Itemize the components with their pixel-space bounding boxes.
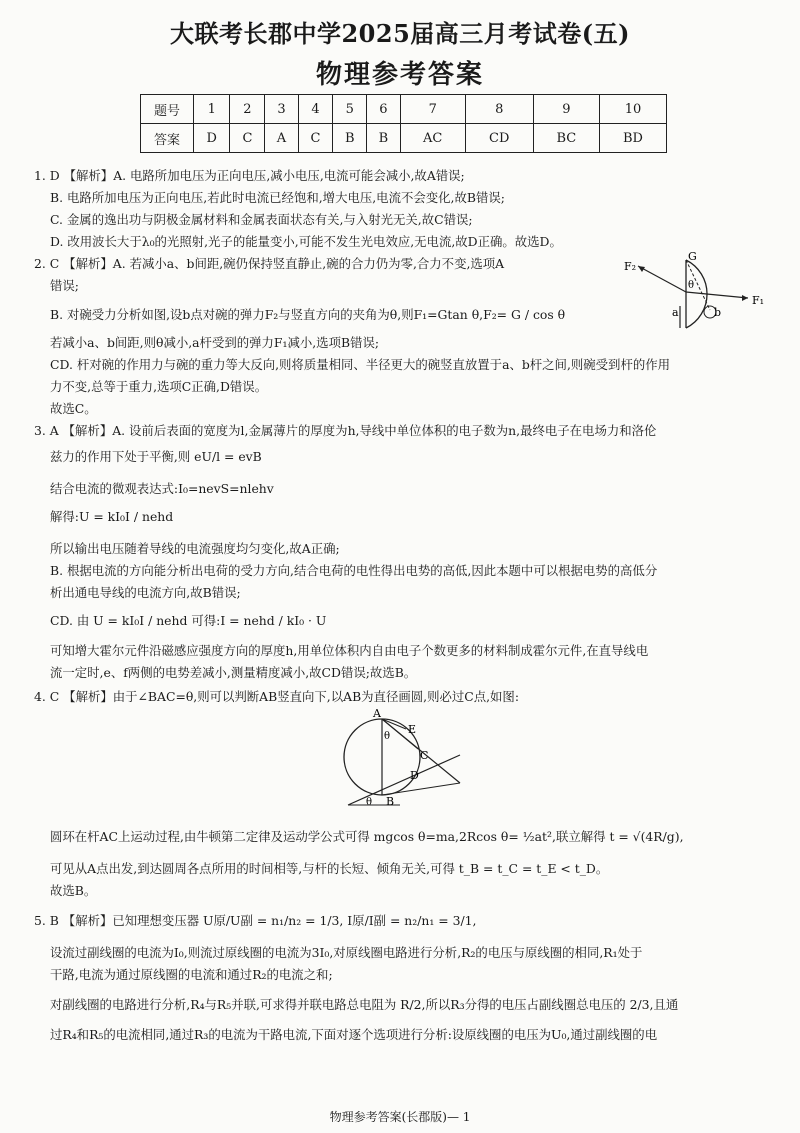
text-line: 兹力的作用下处于平衡,则 eU/l = evB <box>50 449 262 464</box>
diagram-label: θ <box>366 797 373 808</box>
diagram-label: D <box>410 769 419 782</box>
table-cell: B <box>333 124 367 153</box>
table-cell: CD <box>465 124 533 153</box>
text-line: 干路,电流为通过原线圈的电流和通过R₂的电流之和; <box>50 967 333 982</box>
page-footer: 物理参考答案(长郡版)— 1 <box>329 1110 471 1124</box>
diagram-label: θ <box>384 731 391 742</box>
text-line: 析出通电导线的电流方向,故B错误; <box>50 585 241 600</box>
text-line: CD. 由 U = kI₀I / nehd 可得:I = nehd / kI₀ · U <box>50 613 327 628</box>
table-cell: 7 <box>400 95 465 124</box>
diagram-label: F₁ <box>752 294 765 307</box>
text-line: 解得:U = kI₀I / nehd <box>50 509 174 524</box>
diagram-label: F₂ <box>624 260 637 273</box>
text-line: 故选C。 <box>50 401 97 416</box>
text-line: 1. D 【解析】A. 电路所加电压为正向电压,减小电压,电流可能会减小,故A错误; <box>34 168 465 183</box>
table-cell: B <box>367 124 401 153</box>
text-line: 结合电流的微观表达式:I₀=nevS=nlehv <box>50 481 274 496</box>
text-line: 过R₄和R₅的电流相同,通过R₃的电流为干路电流,下面对逐个选项进行分析:设原线圈的电压为U₀,通过副线圈的电 <box>50 1027 658 1042</box>
text-line: 对副线圈的电路进行分析,R₄与R₅并联,可求得并联电路总电阻为 R/2,所以R₃分得的电压占副线圈总电压的 2/3,且通 <box>50 997 679 1012</box>
table-cell: 3 <box>265 95 298 124</box>
text-line: D. 改用波长大于λ₀的光照射,光子的能量变小,可能不发生光电效应,无电流,故D正确。故选D。 <box>50 234 562 249</box>
table-cell: 6 <box>367 95 401 124</box>
table-row <box>141 95 667 124</box>
diagram-label: B <box>386 795 395 808</box>
diagram-label: A <box>373 707 381 720</box>
circle-geometry-diagram <box>340 705 470 815</box>
text-line: 4. C 【解析】由于∠BAC=θ,则可以判断AB竖直向下,以AB为直径画圆,则必过C点,如图: <box>34 689 520 704</box>
text-line: 力不变,总等于重力,选项C正确,D错误。 <box>50 379 268 394</box>
table-cell: BD <box>599 124 666 153</box>
text-line: 可见从A点出发,到达圆周各点所用的时间相等,与杆的长短、倾角无关,可得 t_B = t_C = t_E < t_D。 <box>50 861 609 876</box>
text-line: 可知增大霍尔元件沿磁感应强度方向的厚度h,用单位体积内自由电子个数更多的材料制成霍尔元件,在直导线电 <box>50 643 649 658</box>
answer-table <box>140 94 667 153</box>
table-cell: 题号 <box>141 95 194 124</box>
text-line: 3. A 【解析】A. 设前后表面的宽度为l,金属薄片的厚度为h,导线中单位体积的电子数为n,最终电子在电场力和洛伦 <box>34 423 657 438</box>
table-cell: C <box>298 124 333 153</box>
text-line: CD. 杆对碗的作用力与碗的重力等大反向,则将质量相同、半径更大的碗竖直放置于a、b杆之间,则碗受到杆的作用 <box>50 357 671 372</box>
diagram-label: C <box>420 749 429 762</box>
text-line: 所以输出电压随着导线的电流强度均匀变化,故A正确; <box>50 541 340 556</box>
table-cell: 2 <box>230 95 265 124</box>
diagram-label: E <box>408 723 417 736</box>
table-cell: 9 <box>533 95 599 124</box>
text-line: B. 根据电流的方向能分析出电荷的受力方向,结合电荷的电性得出电势的高低,因此本题中可以根据电势的高低分 <box>50 563 658 578</box>
text-line: 若减小a、b间距,则θ减小,a杆受到的弹力F₁减小,选项B错误; <box>50 335 380 350</box>
text-line: B. 电路所加电压为正向电压,若此时电流已经饱和,增大电压,电流不会变化,故B错误; <box>50 190 505 205</box>
exam-title: 大联考长郡中学2025届高三月考试卷(五) <box>169 19 630 48</box>
text-line: B. 对碗受力分析如图,设b点对碗的弹力F₂与竖直方向的夹角为θ,则F₁=Gtan θ,F₂= G / cos θ <box>50 307 566 322</box>
text-line: 流一定时,e、f两侧的电势差减小,测量精度减小,故CD错误;故选B。 <box>50 665 417 680</box>
diagram-label: G <box>688 250 697 263</box>
text-line: 错误; <box>50 278 79 293</box>
table-cell: BC <box>533 124 599 153</box>
text-line: C. 金属的逸出功与阴极金属材料和金属表面状态有关,与入射光无关,故C错误; <box>50 212 473 227</box>
table-cell: 10 <box>599 95 666 124</box>
bowl-force-diagram <box>618 250 768 330</box>
text-line: 故选B。 <box>50 883 97 898</box>
table-cell: 8 <box>465 95 533 124</box>
text-line: 5. B 【解析】已知理想变压器 U原/U副 = n₁/n₂ = 1/3, I原/I副 = n₂/n₁ = 3/1, <box>34 913 477 928</box>
text-line: 2. C 【解析】A. 若减小a、b间距,碗仍保持竖直静止,碗的合力仍为零,合力不变,选项A <box>34 256 505 271</box>
table-cell: 4 <box>298 95 333 124</box>
table-row <box>141 124 667 153</box>
diagram-label: θ <box>688 280 695 291</box>
table-cell: 5 <box>333 95 367 124</box>
answer-key-title: 物理参考答案 <box>315 60 484 90</box>
diagram-label: b <box>714 306 722 319</box>
table-cell: AC <box>400 124 465 153</box>
text-line: 设流过副线圈的电流为I₀,则流过原线圈的电流为3I₀,对原线圈电路进行分析,R₂的电压与原线圈的相同,R₁处于 <box>50 945 643 960</box>
table-cell: C <box>230 124 265 153</box>
table-cell: 答案 <box>141 124 194 153</box>
diagram-label: a <box>672 306 679 319</box>
table-cell: D <box>194 124 230 153</box>
table-cell: A <box>265 124 298 153</box>
text-line: 圆环在杆AC上运动过程,由牛顿第二定律及运动学公式可得 mgcos θ=ma,2Rcos θ= ½at²,联立解得 t = √(4R/g), <box>50 829 684 844</box>
table-cell: 1 <box>194 95 230 124</box>
